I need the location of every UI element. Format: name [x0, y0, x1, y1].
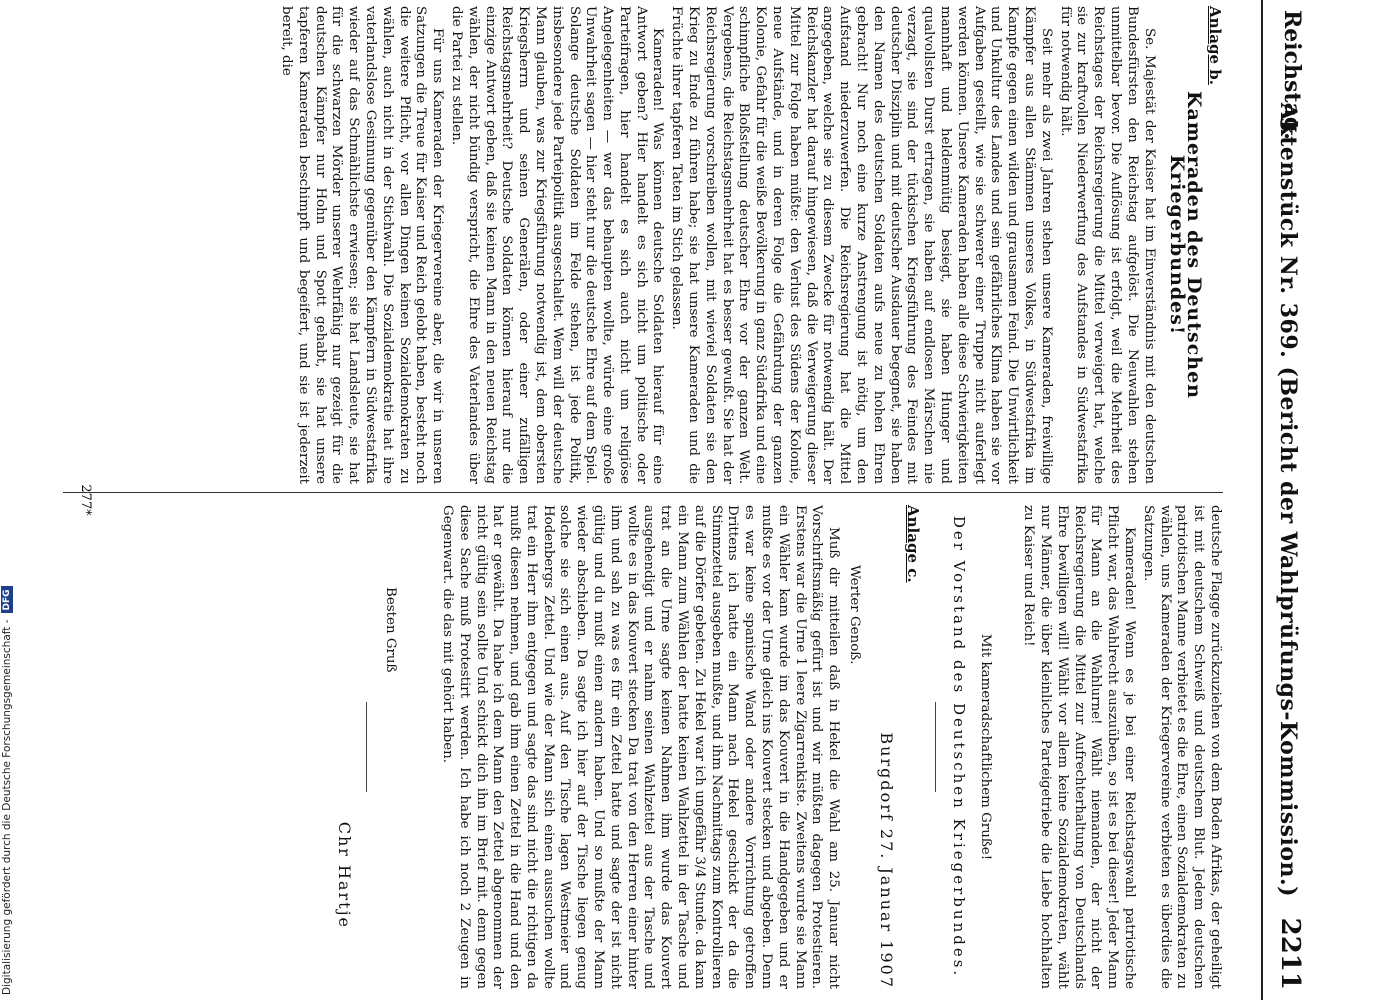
paragraph: Se. Majestät der Kaiser hat im Einverständnis mit den deutschen Bundesfürsten den Reichstag aufgelöst. Die Neuwahlen stehen unmittelbar bevor. Die Auflösung ist erfolgt, weil die Mehrheit des Reichstages der Reichsregierung die Mittel verweigert hat, welche sie zur kraftvollen Niederwerfung des Aufstandes in Südwestafrika für notwendig hält.: [1057, 6, 1157, 484]
anlage-c-label: Anlage c.: [903, 505, 922, 583]
page-footer-number: 277*: [78, 484, 93, 516]
anlage-b-label: Anlage b.: [1206, 6, 1224, 85]
header-title: Aktenstück Nr. 369. (Bericht der Wahlprüfungs-Kommission.): [1275, 102, 1301, 898]
greeting-line: Mit kameradschaftlichem Gruße!: [978, 633, 994, 861]
letter-closing-block: [336, 505, 399, 989]
paragraph: Kameraden! Was können deutsche Soldaten hierauf für eine Antwort geben? Hier handelt es sich nicht um politische oder Parteifragen, hier handelt es sich auch nicht um religiöse Angelegenheiten — wer das behaupten wollte, würde eine große Unwahrheit sagen — hier steht nur die deutsche Ehre auf dem Spiel. Solange deutsche Soldaten im Felde stehen, ist jede Politik, insbesondere jede Parteipolitik ausgeschaltet. Wem will der deutsche Mann glauben, was zur Kriegsführung notwendig ist, dem obersten Kriegsherrn und seinen Generälen, oder einer zufälligen Reichstagsmehrheit? Deutsche Soldaten können hierauf nur die einzige Antwort geben, daß sie keinen Mann in den neuen Reichstag wählen, der nicht bündig verspricht, die Ehre des Vaterlandes über die Partei zu stellen.: [448, 6, 666, 484]
anlage-b-title: Kameraden des Deutschen Kriegerbundes!: [1166, 91, 1206, 399]
letter-salutation: Werter Genoß.: [847, 565, 863, 665]
letter-dateline: Burgdorf 27. Januar 1907: [877, 732, 897, 989]
paragraph: deutsche Flagge zurückzuziehen von dem Boden Afrikas, der geheiligt ist mit deutschem Schweiß und deutschem Blut. Jedem deutschen patriotischen Manne verbietet es die Ehre, einen Sozialdemokraten zu wählen, uns Kameraden der Kriegervereine verbieten es überdies die Satzungen.: [1140, 505, 1223, 989]
digitization-credit: [0, 0, 14, 995]
left-column: [275, 6, 1223, 484]
paragraph: Seit mehr als zwei Jahren stehen unsere Kameraden, freiwillige Kämpfer aus allen Stämmen unseres Volkes, in Südwestafrika im Kampfe gegen einen wilden und grausamen Feind. Die Unwirtlichkeit und Unkultur des Landes und sein gefährliches Klima haben sie vor Aufgaben gestellt, wie sie schwerer einer Truppe nicht auferlegt werden können. Unsere Kameraden haben alle diese Schwierigkeiten mannhaft und heldenmütig besiegt, sie haben Hunger und qualvollsten Durst ertragen, sie haben auf endlosen Märschen nie verzagt, sie sind der tückischen Kriegsführung des Feindes mit deutscher Disziplin und mit deutscher Ausdauer begegnet, sie haben den Namen des deutschen Soldaten aufs neue zu hohen Ehren gebracht! Nur noch eine kurze Anstrengung ist nötig, um den Aufstand niederzuwerfen. Die Reichsregierung hat die Mittel angegeben, welche sie zu diesem Zwecke für notwendig hält. Der Reichskanzler hat darauf hingewiesen, daß die Verweigerung dieser Mittel zur Folge haben müßte: den Verlust des Südens der Kolonie, neue Aufstände, und in deren Folge die Gefährdung der ganzen Kolonie, Gefahr für die weiße Bevölkerung in ganz Südafrika und eine schimpfliche Bloßstellung deutscher Ehre vor der ganzen Welt. Vergebens, die Reichstagsmehrheit hat es besser gewußt. Sie hat der Reichsregierung vorschreiben wollen, mit wieviel Soldaten sie den Krieg zu Ende zu führen habe; sie hat unsere Kameraden und die Früchte ihrer tapferen Taten im Stich gelassen.: [669, 6, 1054, 484]
paragraph: Kameraden! Wenn es je bei einer Reichstagswahl patriotische Pflicht war, das Wahlrecht auszuüben, so ist es bei dieser! Jeder Mann für Mann an die Wahlurne! Wählt niemanden, der nicht der Reichsregierung die Mittel zur Aufrechterhaltung von Deutschlands Ehre bewilligen will! Wählt vor allem keine Sozialdemokraten, wählt nur Männer, die über kleinliches Parteigetriebe die Liebe hochhalten zu Kaiser und Reich!: [1021, 505, 1138, 989]
credit-text: Digitalisierung gefördert durch die Deutsche Forschungsgemeinschaft -: [1, 619, 13, 995]
letter-signature: Chr Hartje: [335, 821, 355, 929]
header-left-label: Reichstag.: [1279, 10, 1305, 140]
letter-body: Muß dir mitteilen daß in Hekel die Wahl am 25. Januar nicht Vorschriftsmäßig gefürt ist und wir müßten dagegen Protestieren. Erstens war die Urne 1 leere Zigarrenkiste. Zweitens wurde sie Mann ein Wähler kam wurde im das Kouvert in die Handgegeben und er mußte es vor der Urne gleich ins Kouvert stecken und abgeben. Denn es war keine spanische Wand oder andere Vorrichtung getroffen Drittens ich hatte ein Mann nach Hekel geschickt der da die Stimmzettel ausgeben mußte, und ihm Nachmittags zum Kontrollieren auf die Dörfer gebeten. Zu Hekel war ich ungefähr 3/4 Stunde. da kam ein Mann zum Wählen der hatte keinen Wahlzettel in der Tasche und trat an die Urne sagte keinen Nahmen ihm wurde das Kouvert ausgehendigt und er nahm seinen Wahlzettel aus der Tasche und wollte es in das Kouvert stecken Da trat von den Herren einer hinter ihm und sah zu was es für ein Zettel hatte und sagte der ist nicht gültig und du mußt einen andern haben. Und so mußte der Mann wieder abschieben. Da sagte ich hier auf der Tische liegen genug solche sie sich einen aus. Auf den Tische lagen Westmeier und Hodenbergs Zettel. Und wie der Mann sich einen aussuchen wollte trat ein Herr ihm entgegen und sagte das sind nicht die richtigen da mußt diesen nehmen, und gab ihm einen Zettel in die Hand und den hat er gewählt. Da habe ich dem Mann den Zettel abgenommen der nicht gültig sein sollte Und schickt dich ihn im Brief mit. denn gegen diese Sache muß Protestirt werden. Ich habe ich noch 2 Zeugen in Gegenwart. die das mit gehört haben.: [439, 505, 842, 989]
dfg-logo-icon: DFG: [1, 586, 13, 613]
separator-rule: [935, 702, 936, 792]
right-column: [334, 505, 1223, 989]
column-divider: [63, 492, 1223, 493]
page-header: [1261, 0, 1323, 1000]
letter-closing: Besten Gruß: [383, 587, 399, 673]
dateline-block: [872, 505, 897, 989]
separator-rule: [366, 702, 367, 792]
signed-by-line: Der Vorstand des Deutschen Kriegerbundes.: [949, 515, 968, 979]
paragraph: Für uns Kameraden der Kriegervereine aber, die wir in unseren Satzungen die Treue für Kaiser und Reich gelobt haben, besteht noch die weitere Pflicht, vor allen Dingen keinen Sozialdemokraten zu wählen, auch nicht in der Stichwahl. Die Sozialdemokratie hat ihre vaterlandslose Gesinnung gegenüber den Kämpfern in Südwestafrika wieder auf das Schmählichste erwiesen; sie hat Landsleute, sie hat für die schwarzen Mörder unserer Wehrfähig nur gezeigt für die deutschen Kämpfer nur Hohn und Spott gehabt, sie hat unsere tapferen Kameraden beschimpft und begeifert, und sie ist jederzeit bereit, die: [278, 6, 446, 484]
header-page-number: 2211: [1275, 917, 1305, 990]
